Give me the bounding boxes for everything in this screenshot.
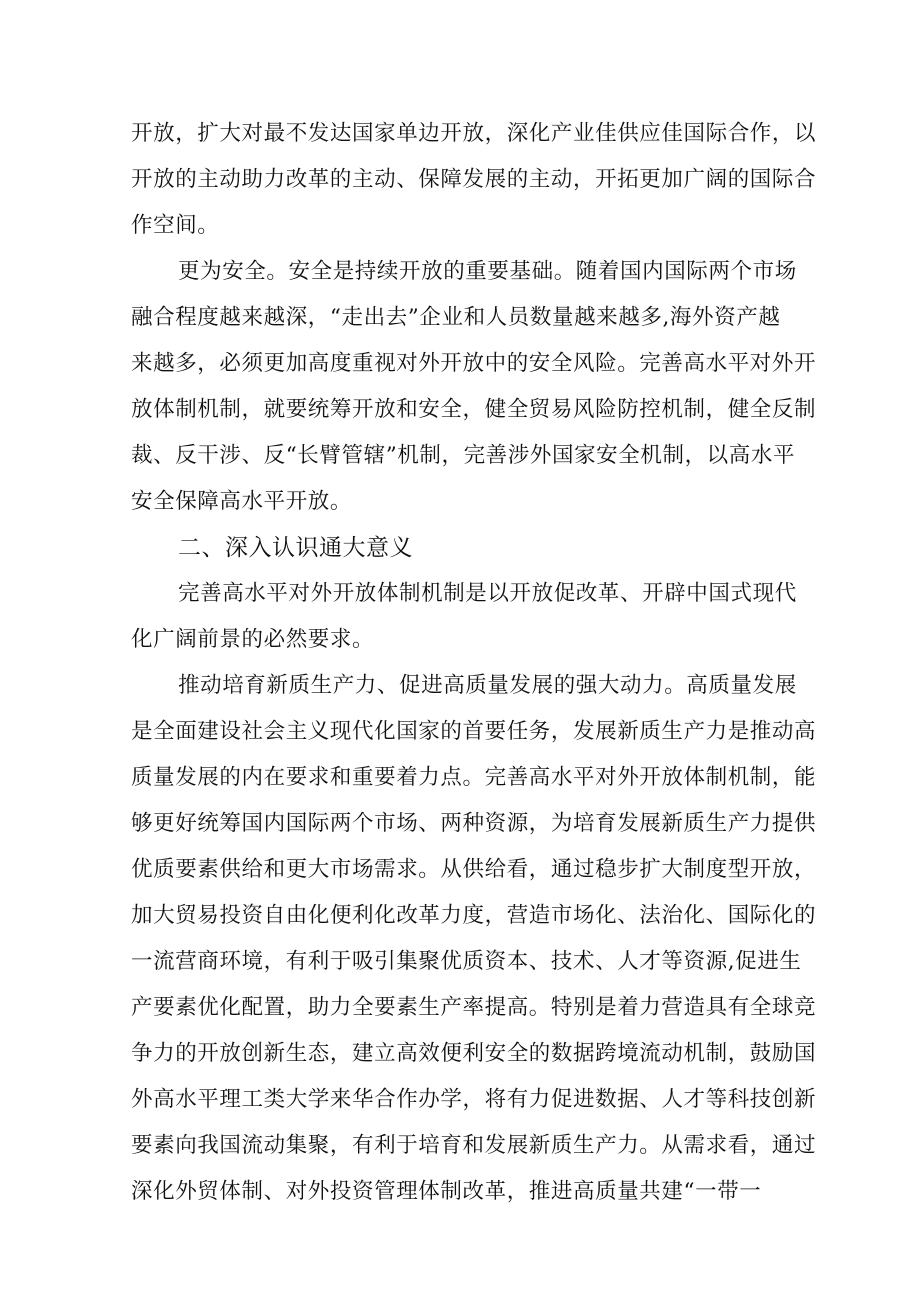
- paragraph-line: 化广阔前景的必然要求。: [131, 627, 375, 652]
- paragraph-line: 争力的开放创新生态，建立高效便利安全的数据跨境流动机制，鼓励国: [131, 1041, 817, 1066]
- paragraph-line: 要素向我国流动集聚，有利于培育和发展新质生产力。从需求看，通过: [131, 1133, 817, 1158]
- paragraph-line: 产要素优化配置，助力全要素生产率提高。特别是着力营造具有全球竞: [131, 995, 817, 1020]
- paragraph-line: 来越多，必须更加高度重视对外开放中的安全风险。完善高水平对外开: [131, 351, 817, 376]
- paragraph-line: 作空间。: [131, 213, 220, 238]
- paragraph-line: 融合程度越来越深，“走出去”企业和人员数量越来越多,海外资产越: [131, 305, 781, 330]
- paragraph-line: 深化外贸体制、对外投资管理体制改革，推进高质量共建“一带一: [131, 1179, 762, 1204]
- paragraph-line: 够更好统筹国内国际两个市场、两种资源，为培育发展新质生产力提供: [131, 811, 817, 836]
- paragraph-line: 推动培育新质生产力、促进高质量发展的强大动力。高质量发展: [178, 673, 797, 698]
- paragraph-line: 开放，扩大对最不发达国家单边开放，深化产业佳供应佳国际合作，以: [131, 121, 817, 146]
- paragraph-line: 完善高水平对外开放体制机制是以开放促改革、开辟中国式现代: [178, 581, 797, 606]
- paragraph-line: 安全保障高水平开放。: [131, 489, 353, 514]
- paragraph-line: 质量发展的内在要求和重要着力点。完善高水平对外开放体制机制，能: [131, 765, 817, 790]
- paragraph-line: 裁、反干涉、反“长臂管辖”机制，完善涉外国家安全机制，以高水平: [131, 443, 796, 468]
- paragraph-line: 是全面建设社会主义现代化国家的首要任务，发展新质生产力是推动高: [131, 719, 817, 744]
- paragraph-line: 一流营商环境，有利于吸引集聚优质资本、技术、人才等资源,促进生: [131, 949, 802, 974]
- paragraph-line: 放体制机制，就要统筹开放和安全，健全贸易风险防控机制，健全反制: [131, 397, 817, 422]
- paragraph-line: 加大贸易投资自由化便利化改革力度，营造市场化、法治化、国际化的: [131, 903, 817, 928]
- paragraph-line: 外高水平理工类大学来华合作办学，将有力促进数据、人才等科技创新: [131, 1087, 817, 1112]
- paragraph-line: 开放的主动助力改革的主动、保障发展的主动，开拓更加广阔的国际合: [131, 167, 817, 192]
- paragraph-line: 优质要素供给和更大市场需求。从供给看，通过稳步扩大制度型开放，: [131, 857, 817, 882]
- section-heading: 二、深入认识通大意义: [178, 535, 413, 561]
- paragraph-line: 更为安全。安全是持续开放的重要基础。随着国内国际两个市场: [178, 259, 797, 284]
